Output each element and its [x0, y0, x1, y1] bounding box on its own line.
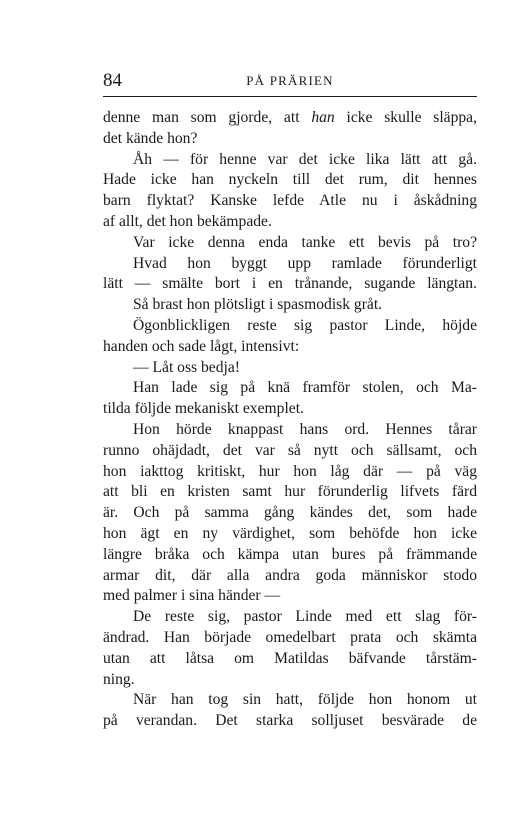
text-line — [103, 233, 477, 254]
text-line — [103, 212, 477, 233]
text-line — [103, 358, 477, 379]
text-line-content: med palmer i sina händer — — [103, 587, 281, 605]
text-line-content: Så brast hon plötsligt i spasmodisk gråt. — [133, 296, 383, 314]
text-line — [103, 711, 477, 732]
text-line-content: längre bråka och kämpa utan bures på främmande — [103, 545, 477, 563]
text-line-content: ning. — [103, 670, 135, 688]
text-line — [103, 545, 477, 566]
text-line-content: ändrad. Han började omedelbart prata och skämta — [103, 628, 477, 646]
text-line-content: barn flyktat? Kanske lefde Atle nu i åskådning — [103, 192, 477, 210]
text-line — [103, 503, 477, 524]
text-line — [103, 441, 477, 462]
text-line-content: att bli en kristen samt hur förunderlig lifvets färd — [103, 483, 477, 501]
text-line-content: handen och sade lågt, intensivt: — [103, 337, 300, 355]
text-line-content: Hon hörde knappast hans ord. Hennes tårar — [133, 420, 477, 438]
text-line — [103, 337, 477, 358]
text-line-content: lätt — smälte bort i en trånande, sugande längtan. — [103, 275, 477, 293]
text-line — [103, 254, 477, 275]
text-line-content: De reste sig, pastor Linde med ett slag för- — [133, 608, 477, 626]
text-line — [103, 108, 477, 129]
text-line — [103, 399, 477, 420]
text-line-content: på verandan. Det starka solljuset besvärade de — [103, 712, 477, 730]
text-line-content: Var icke denna enda tanke ett bevis på tro? — [133, 233, 477, 251]
running-title: PÅ PRÄRIEN — [246, 73, 334, 88]
text-line — [103, 191, 477, 212]
text-line-content: denne man som gjorde, att — [103, 109, 312, 126]
text-line — [103, 607, 477, 628]
text-line-content: det kände hon? — [103, 129, 198, 147]
text-line-content: icke skulle släppa, — [334, 109, 478, 126]
text-line — [103, 170, 477, 191]
text-line — [103, 420, 477, 441]
text-line-content: Åh — för henne var det icke lika lätt att gå. — [133, 150, 477, 168]
text-line-content: Hade icke han nyckeln till det rum, dit hennes — [103, 171, 477, 189]
text-line — [103, 274, 477, 295]
text-line — [103, 566, 477, 587]
text-line — [103, 670, 477, 691]
text-line-content: Ögonblickligen reste sig pastor Linde, höjde — [133, 316, 477, 334]
body-text — [103, 108, 477, 732]
text-line — [103, 295, 477, 316]
text-line — [103, 462, 477, 483]
text-line — [103, 649, 477, 670]
text-line — [103, 524, 477, 545]
text-line-content: tilda följde mekaniskt exemplet. — [103, 400, 304, 418]
page-number: 84 — [103, 70, 122, 91]
text-line — [103, 129, 477, 150]
text-line-content: hon iakttog kritiskt, hur hon låg där — på väg — [103, 462, 477, 480]
text-line-content: af allt, det hon bekämpade. — [103, 212, 272, 230]
text-line-content: armar dit, där alla andra goda människor stodo — [103, 566, 477, 584]
text-line-content: — Låt oss bedja! — [133, 358, 240, 376]
header-rule — [103, 96, 477, 97]
text-line-content: utan att låtsa om Matildas bäfvande tårstäm- — [103, 649, 477, 667]
text-line-content: Han lade sig på knä framför stolen, och Ma- — [133, 379, 477, 397]
text-line-content: När han tog sin hatt, följde hon honom ut — [133, 691, 477, 709]
text-line-content: hon ägt en ny värdighet, som behöfde hon icke — [103, 524, 477, 542]
emphasized-word: han — [311, 109, 335, 126]
text-line — [103, 316, 477, 337]
text-line — [103, 482, 477, 503]
text-line-content: Hvad hon byggt upp ramlade förunderligt — [133, 254, 477, 272]
text-line-content: runno ohäjdadt, det var så nytt och sällsamt, och — [103, 441, 477, 459]
text-line — [103, 150, 477, 171]
text-line — [103, 690, 477, 711]
text-line — [103, 378, 477, 399]
text-line — [103, 586, 477, 607]
page-header — [103, 70, 477, 92]
text-line — [103, 628, 477, 649]
text-line-content: är. Och på samma gång kändes det, som hade — [103, 504, 477, 522]
